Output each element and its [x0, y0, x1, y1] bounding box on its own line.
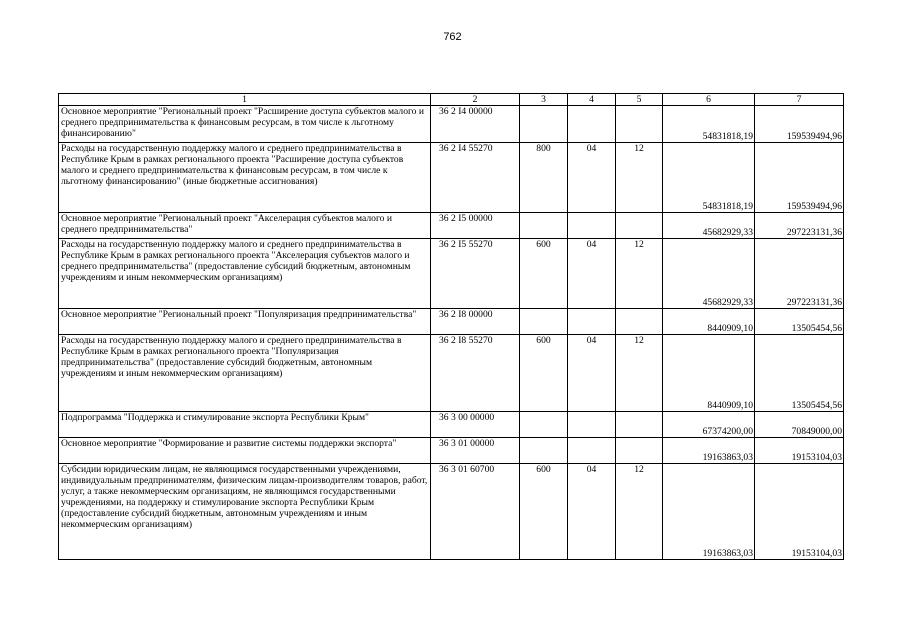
row-sum1: 45682929,33	[663, 239, 755, 309]
row-sum2: 19153104,03	[755, 438, 844, 464]
row-name: Субсидии юридическим лицам, не являющимся государственными учреждениями, индивидуальным предпринимателям, физическим лицам-производителям товаров, работ, услуг, а также некоммерческим организациям, не являющимся государственными учреждениями, на поддержку и стимулирование экспорта Республики Крым (предоставление субсидий бюджетным, автономным учреждениям и иным некоммерческим организациям)	[59, 464, 431, 560]
table-row	[59, 309, 844, 335]
row-vr: 600	[520, 335, 568, 412]
row-pr	[616, 412, 663, 438]
row-pr	[616, 438, 663, 464]
row-sum1: 54831818,19	[663, 106, 755, 143]
row-code: 36 2 I5 55270	[431, 239, 520, 309]
header-row	[59, 94, 844, 106]
row-rz: 04	[568, 143, 616, 213]
header-cell: 2	[431, 94, 520, 106]
row-sum1: 8440909,10	[663, 335, 755, 412]
row-rz: 04	[568, 464, 616, 560]
row-code: 36 2 I8 55270	[431, 335, 520, 412]
row-rz	[568, 438, 616, 464]
row-sum2: 19153104,03	[755, 464, 844, 560]
row-code: 36 2 I5 00000	[431, 213, 520, 239]
row-name: Основное мероприятие "Региональный проект "Популяризация предпринимательства"	[59, 309, 431, 335]
row-name: Подпрограмма "Поддержка и стимулирование экспорта Республики Крым"	[59, 412, 431, 438]
row-pr	[616, 309, 663, 335]
row-vr: 800	[520, 143, 568, 213]
row-vr: 600	[520, 464, 568, 560]
row-sum1: 45682929,33	[663, 213, 755, 239]
row-rz: 04	[568, 335, 616, 412]
table-row	[59, 213, 844, 239]
row-pr: 12	[616, 464, 663, 560]
row-name: Основное мероприятие "Региональный проект "Расширение доступа субъектов малого и среднего предпринимательства к финансовым ресурсам, в том числе к льготному финансированию"	[59, 106, 431, 143]
table-row	[59, 438, 844, 464]
header-cell: 1	[59, 94, 431, 106]
page-number: 762	[443, 31, 462, 43]
row-code: 36 2 I4 00000	[431, 106, 520, 143]
row-sum1: 54831818,19	[663, 143, 755, 213]
row-vr: 600	[520, 239, 568, 309]
row-sum2: 159539494,96	[755, 106, 844, 143]
row-rz	[568, 213, 616, 239]
row-rz	[568, 309, 616, 335]
row-code: 36 3 00 00000	[431, 412, 520, 438]
row-sum2: 13505454,56	[755, 309, 844, 335]
budget-table	[58, 93, 844, 560]
table-row	[59, 106, 844, 143]
row-sum2: 297223131,36	[755, 213, 844, 239]
row-name: Расходы на государственную поддержку малого и среднего предпринимательства в Республике Крым в рамках регионального проекта "Расширение доступа субъектов малого и среднего предпринимательства к финансовым ресурсам, в том числе к льготному финансированию" (иные бюджетные ассигнования)	[59, 143, 431, 213]
table-row	[59, 464, 844, 560]
row-pr	[616, 213, 663, 239]
row-name: Расходы на государственную поддержку малого и среднего предпринимательства в Республике Крым в рамках регионального проекта "Популяризация предпринимательства" (предоставление субсидий бюджетным, автономным учреждениям и иным некоммерческим организациям)	[59, 335, 431, 412]
row-code: 36 2 I8 00000	[431, 309, 520, 335]
row-code: 36 2 I4 55270	[431, 143, 520, 213]
row-code: 36 3 01 60700	[431, 464, 520, 560]
header-cell: 3	[520, 94, 568, 106]
row-sum1: 19163863,03	[663, 464, 755, 560]
row-sum2: 13505454,56	[755, 335, 844, 412]
row-vr	[520, 106, 568, 143]
row-pr: 12	[616, 239, 663, 309]
header-cell: 7	[755, 94, 844, 106]
row-sum1: 19163863,03	[663, 438, 755, 464]
row-rz	[568, 412, 616, 438]
table-row	[59, 412, 844, 438]
row-pr: 12	[616, 143, 663, 213]
row-sum2: 297223131,36	[755, 239, 844, 309]
row-vr	[520, 213, 568, 239]
row-vr	[520, 309, 568, 335]
row-pr	[616, 106, 663, 143]
row-sum1: 67374200,00	[663, 412, 755, 438]
row-name: Основное мероприятие "Региональный проект "Акселерация субъектов малого и среднего предпринимательства"	[59, 213, 431, 239]
row-name: Основное мероприятие "Формирование и развитие системы поддержки экспорта"	[59, 438, 431, 464]
row-rz	[568, 106, 616, 143]
row-code: 36 3 01 00000	[431, 438, 520, 464]
row-name: Расходы на государственную поддержку малого и среднего предпринимательства в Республике Крым в рамках регионального проекта "Акселерация субъектов малого и среднего предпринимательства" (предоставление субсидий бюджетным, автономным учреждениям и иным некоммерческим организациям)	[59, 239, 431, 309]
table-row	[59, 335, 844, 412]
header-cell: 6	[663, 94, 755, 106]
row-sum1: 8440909,10	[663, 309, 755, 335]
table-row	[59, 239, 844, 309]
table-row	[59, 143, 844, 213]
row-sum2: 70849000,00	[755, 412, 844, 438]
row-vr	[520, 438, 568, 464]
row-sum2: 159539494,96	[755, 143, 844, 213]
row-rz: 04	[568, 239, 616, 309]
header-cell: 5	[616, 94, 663, 106]
row-vr	[520, 412, 568, 438]
header-cell: 4	[568, 94, 616, 106]
row-pr: 12	[616, 335, 663, 412]
